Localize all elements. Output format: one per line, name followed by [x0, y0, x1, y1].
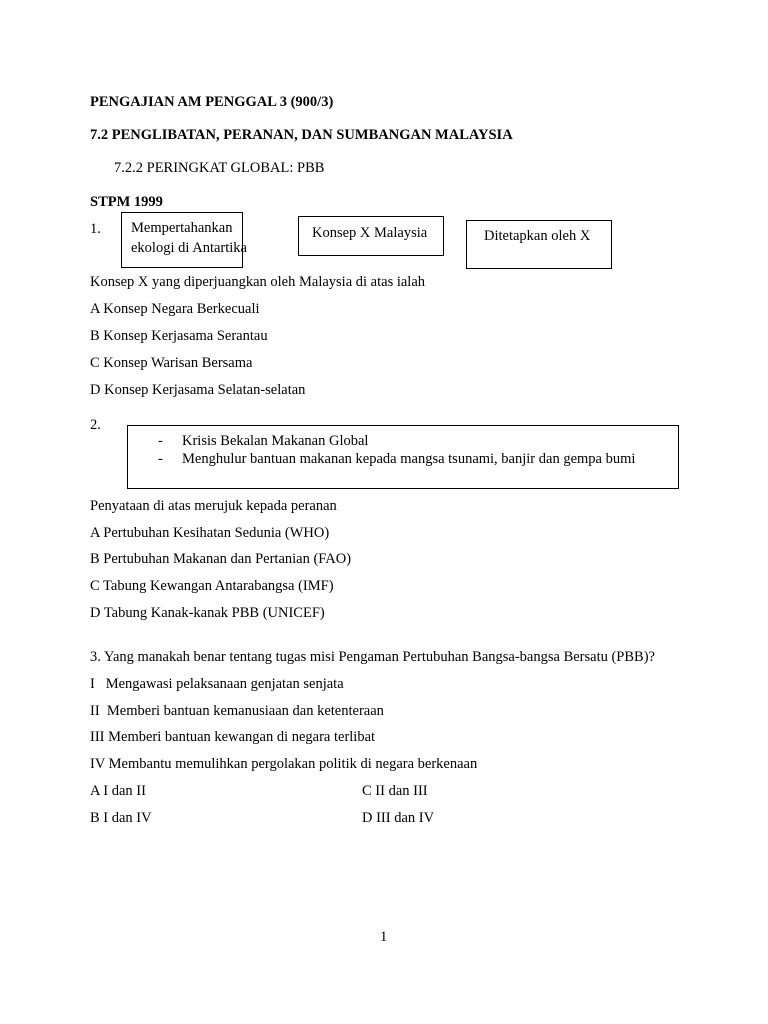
subsection-title: 7.2.2 PERINGKAT GLOBAL: PBB	[114, 160, 325, 176]
q1-box-set-by-text: Ditetapkan oleh X	[484, 228, 591, 244]
q1-box-ecology	[121, 212, 247, 268]
q2-stem: Penyataan di atas merujuk kepada peranan	[90, 498, 337, 514]
q2-bullet-2-mark: -	[158, 451, 163, 467]
q2-option-b: B Pertubuhan Makanan dan Pertanian (FAO)	[90, 551, 352, 567]
course-title: PENGAJIAN AM PENGGAL 3 (900/3)	[90, 94, 334, 110]
q3-option-b: B I dan IV	[90, 810, 152, 826]
q1-stem: Konsep X yang diperjuangkan oleh Malaysia di atas ialah	[90, 274, 426, 290]
q1-box-ecology-line2: ekologi di Antartika	[131, 240, 247, 256]
section-title: 7.2 PENGLIBATAN, PERANAN, DAN SUMBANGAN MALAYSIA	[90, 127, 513, 143]
q1-box-concept-text: Konsep X Malaysia	[312, 225, 428, 241]
q1-option-b: B Konsep Kerjasama Serantau	[90, 328, 268, 344]
q3-statement-1: I Mengawasi pelaksanaan genjatan senjata	[90, 676, 344, 692]
q3-stem: 3. Yang manakah benar tentang tugas misi Pengaman Pertubuhan Bangsa-bangsa Bersatu (PBB)?	[90, 649, 655, 665]
q3-statement-3: III Memberi bantuan kewangan di negara terlibat	[90, 729, 376, 745]
q2-option-d: D Tabung Kanak-kanak PBB (UNICEF)	[90, 605, 325, 621]
q2-number: 2.	[90, 417, 101, 433]
q2-box	[127, 425, 679, 489]
q2-option-c: C Tabung Kewangan Antarabangsa (IMF)	[90, 578, 334, 594]
q1-option-a: A Konsep Negara Berkecuali	[90, 301, 260, 317]
q2-bullet-1-mark: -	[158, 433, 163, 449]
q1-option-d: D Konsep Kerjasama Selatan-selatan	[90, 382, 306, 398]
q1-box-ecology-line1: Mempertahankan	[131, 220, 233, 236]
q3-option-c: C II dan III	[362, 783, 428, 799]
q2-bullet-1	[158, 434, 368, 449]
page-number: 1	[380, 929, 388, 945]
q3-option-d: D III dan IV	[362, 810, 435, 826]
q2-option-a: A Pertubuhan Kesihatan Sedunia (WHO)	[90, 525, 330, 541]
exam-label: STPM 1999	[90, 194, 163, 210]
q2-bullet-1-text: Krisis Bekalan Makanan Global	[182, 433, 369, 449]
q2-bullet-2	[158, 452, 635, 467]
q3-option-a: A I dan II	[90, 783, 146, 799]
q1-number: 1.	[90, 221, 101, 237]
q1-box-concept	[298, 216, 444, 256]
q3-statement-4: IV Membantu memulihkan pergolakan politik di negara berkenaan	[90, 756, 478, 772]
q1-option-c: C Konsep Warisan Bersama	[90, 355, 253, 371]
q1-box-set-by	[466, 220, 612, 269]
q2-bullet-2-text: Menghulur bantuan makanan kepada mangsa tsunami, banjir dan gempa bumi	[182, 451, 636, 467]
q3-statement-2: II Memberi bantuan kemanusiaan dan ketenteraan	[90, 703, 384, 719]
